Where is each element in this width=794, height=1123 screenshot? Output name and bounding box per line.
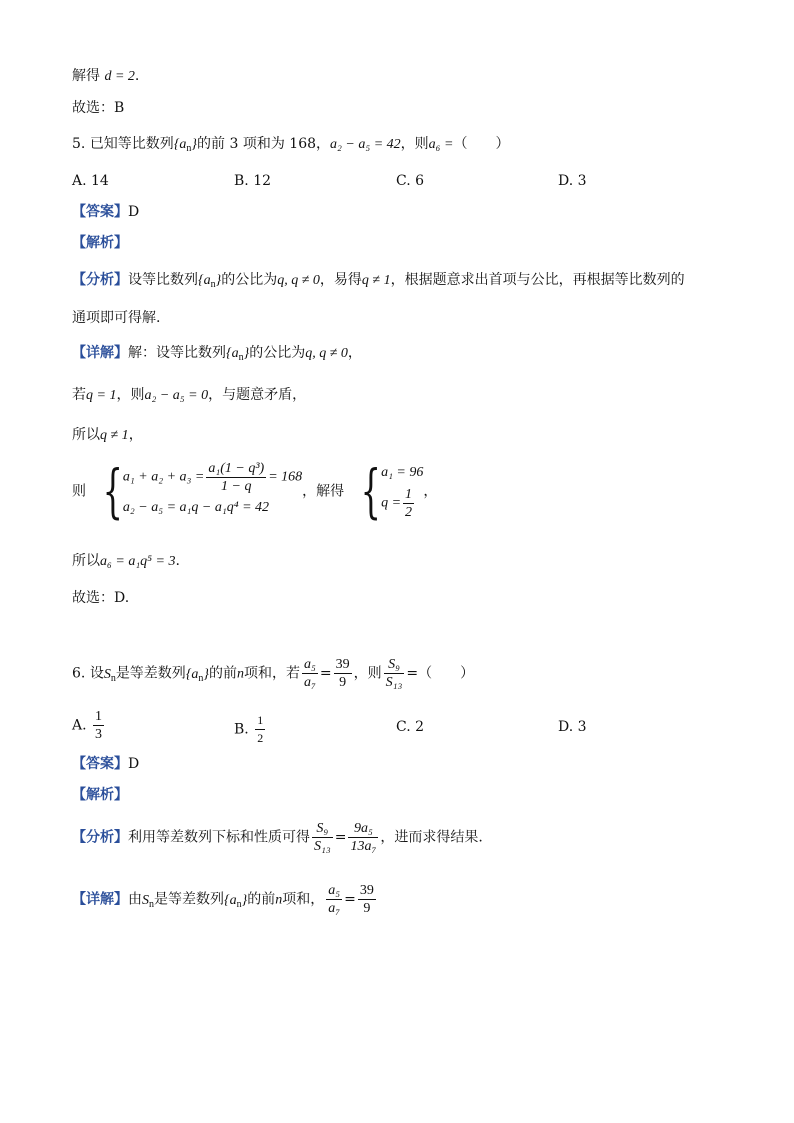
xiangjie-tag: 【详解】 (72, 891, 128, 908)
answer-tag: 【答案】 (72, 204, 128, 220)
answer-tag: 【答案】 (72, 756, 128, 772)
equation: a₆ = (428, 137, 454, 152)
final-line: 所以a₆ = a₁q⁵ = 3. (72, 553, 180, 569)
analysis-tag: 【解析】 (72, 787, 128, 803)
option-d: D. 3 (558, 173, 587, 189)
sequence-symbol: $\{a_n\}$ (198, 273, 222, 290)
sequence-symbol: $\{a_n\}$ (185, 666, 210, 684)
question-number: 6. (72, 665, 86, 682)
option-d: D. 3 (558, 719, 587, 735)
sequence-symbol: $\{a_n\}$ (173, 137, 198, 154)
xiangjie-line-q6: 【详解】由$S_n$是等差数列$\{a_n\}$的前n项和， $\frac{\text{a₅}}{\text{a₇}}$ = $\frac{39}{9}$ (72, 883, 374, 916)
question-number: 5. (72, 136, 86, 152)
option-b: B. 12 (234, 173, 272, 189)
fenxi-line-q6: 【分析】利用等差数列下标和性质可得 $\frac{\text{S₉}}{\text{S₁₃}}$ = $\frac{\text{9a₅}}{\text{13a₇}}$ ，进而求得结果. (72, 821, 483, 854)
analysis-heading (72, 233, 128, 253)
sequence-symbol: $\{a_n\}$ (226, 346, 250, 363)
text: . (134, 68, 140, 84)
answer-line (72, 202, 139, 222)
analysis-tag: 【解析】 (72, 235, 128, 251)
text: 已知等比数列 (89, 136, 174, 152)
if-line: 若q = 1，则a₂ − a₅ = 0，与题意矛盾， (72, 387, 307, 403)
equation: a₂ − a₅ = 42 (330, 137, 401, 152)
sequence-symbol: $\{a_n\}$ (224, 892, 248, 910)
text: 的前 3 项和为 168， (197, 136, 331, 152)
fenxi-line-2: 通项即可得解. (72, 310, 161, 326)
so-line: 所以q ≠ 1， (72, 427, 143, 443)
answer-value: D (128, 204, 140, 220)
left-brace: { (360, 456, 382, 525)
choice-line: 故选：B (72, 100, 125, 116)
option-c: C. 2 (396, 719, 425, 735)
text: ，则 (400, 136, 429, 152)
choice-line-q5: 故选：D. (72, 590, 130, 606)
answer-value: D (128, 756, 140, 772)
option-b: B. $\frac{1}{2}$ (234, 713, 264, 745)
solve-line (72, 66, 139, 87)
option-c: C. 6 (396, 173, 425, 189)
question-5-stem (72, 134, 509, 159)
text: 解得 (72, 68, 100, 84)
xiangjie-tag: 【详解】 (72, 345, 128, 361)
analysis-heading-q6 (72, 785, 128, 805)
solution-system: a₁ = 96 q = $\frac{1}{2}$ (381, 465, 424, 520)
option-a: A. 14 (72, 173, 109, 189)
xiangjie-line: 【详解】解：设等比数列$\{a_n\}$的公比为q, q ≠ 0， (72, 345, 362, 363)
equation-system: a₁ + a₂ + a₃ = $\frac{\text{a₁(1 − q³)}}{1 - q}$ = 168 a₂ − a₅ = a₁q − a₁q⁴ = 42 (122, 461, 303, 515)
equation: d = 2 (104, 69, 135, 84)
fenxi-line-1: 【分析】设等比数列$\{a_n\}$的公比为q, q ≠ 0，易得q ≠ 1，根据题意求出首项与公比，再根据等比数列的 (72, 272, 685, 290)
left-brace: { (102, 456, 123, 525)
equation-system-line: 则 { a₁ + a₂ + a₃ = $\frac{\text{a₁(1 − q³)}}{1 - q}$ = 168 a₂ − a₅ = a₁q − a₁q⁴ = 42 ，解得 { a₁ = 96 q = $\frac{1}{2}$ ， (72, 456, 438, 525)
question-6-stem: 6. 设$S_n$是等差数列$\{a_n\}$的前n项和，若 $\frac{\text{a₅}}{\text{a₇}}$ = $\frac{39}{9}$ ，则 $\frac{\text{S₉}}{\text{S₁₃}}$ =（ ） (72, 657, 475, 690)
option-a: A. $\frac{1}{3}$ (72, 709, 103, 742)
fenxi-tag: 【分析】 (72, 272, 128, 288)
fenxi-tag: 【分析】 (72, 829, 128, 846)
answer-line-q6 (72, 754, 139, 774)
answer-blank: （ ） (453, 136, 510, 152)
